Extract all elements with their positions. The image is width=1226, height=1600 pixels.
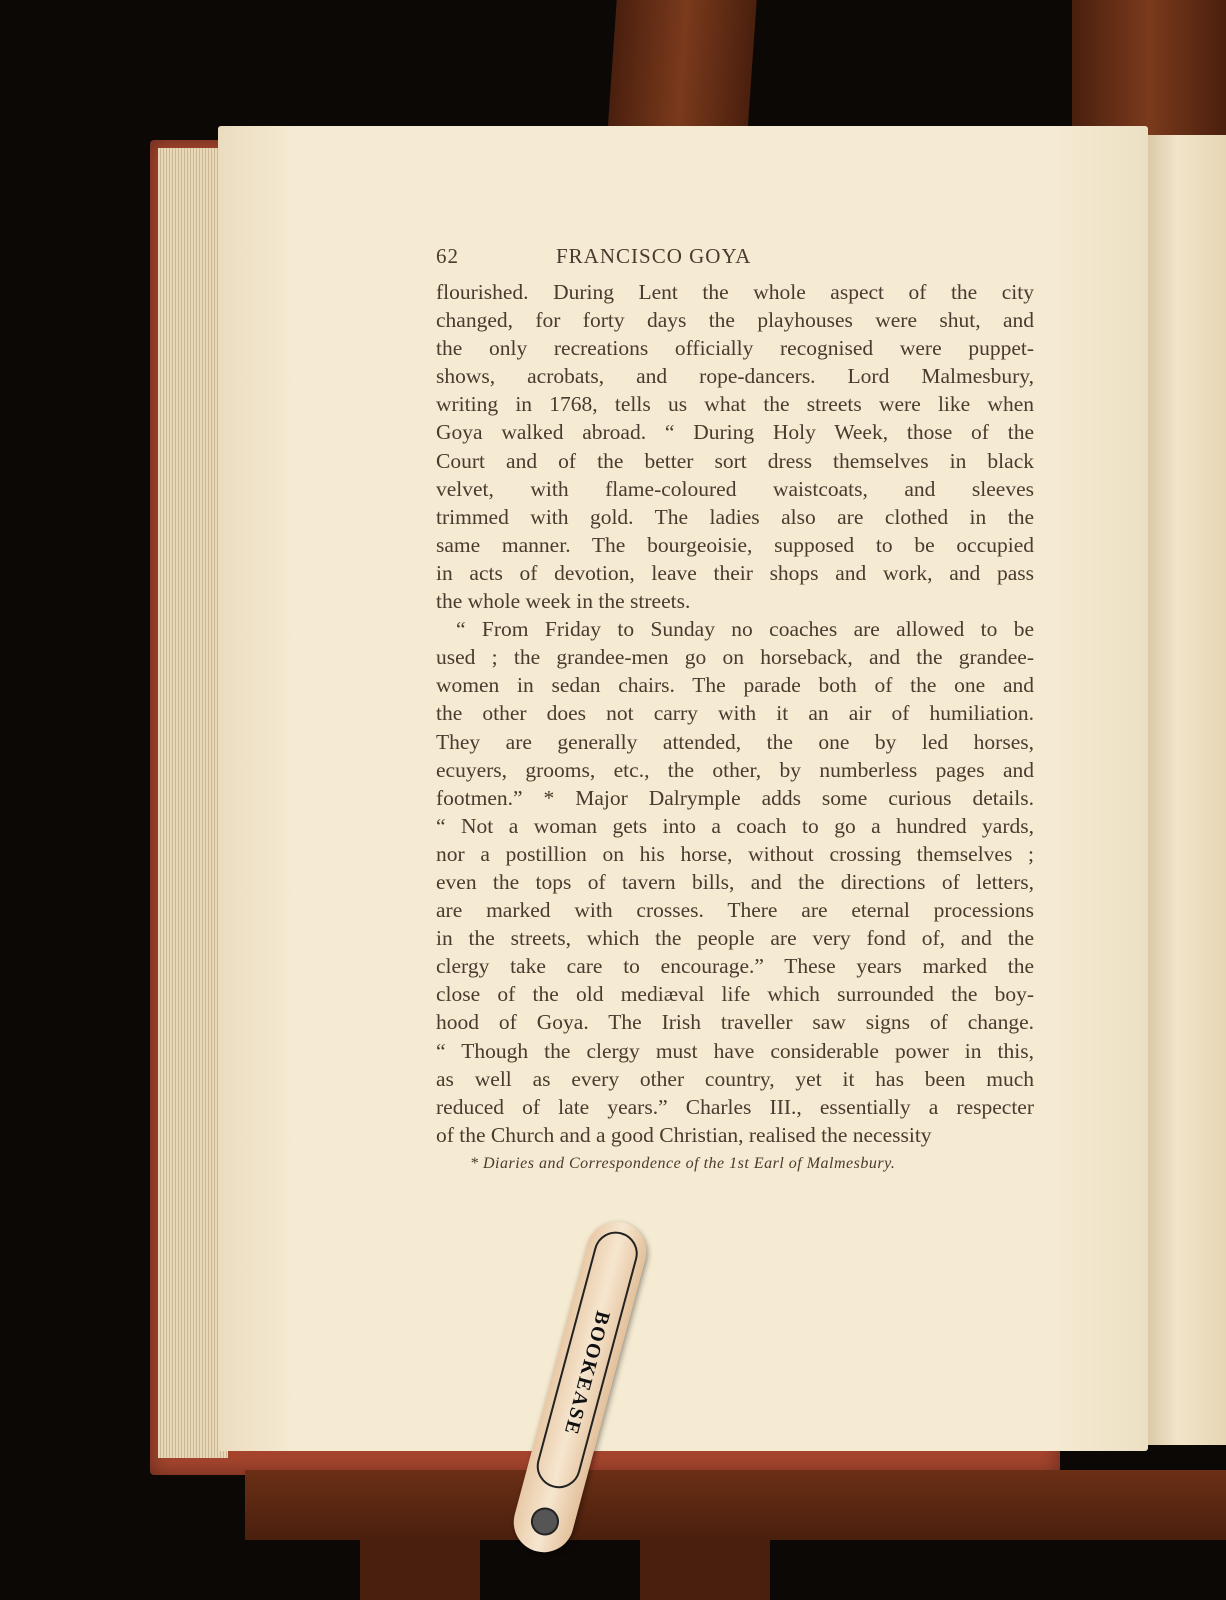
stand-leg: [360, 1540, 480, 1600]
running-header: [436, 244, 1034, 278]
footnote: * Diaries and Correspondence of the 1st Earl of Malmesbury.: [470, 1154, 896, 1172]
bookmark-logo-icon: [528, 1504, 562, 1538]
text-line: Court and of the better sort dress themselves in black: [436, 448, 1034, 473]
text-line: the only recreations officially recognised were puppet-: [436, 336, 1034, 361]
text-line: as well as every other country, yet it has been much: [436, 1066, 1034, 1091]
text-line: flourished. During Lent the whole aspect of the city: [436, 280, 1034, 304]
stand-leg: [640, 1540, 770, 1600]
text-line: in the streets, which the people are very fond of, and the: [436, 926, 1034, 951]
text-line: the whole week in the streets.: [436, 589, 691, 614]
text-line: used ; the grandee-men go on horseback, and the grandee-: [436, 645, 1034, 670]
text-line: nor a postillion on his horse, without crossing themselves ;: [436, 841, 1034, 866]
stand-right-post: [1072, 0, 1226, 140]
text-line: women in sedan chairs. The parade both of the one and: [436, 673, 1034, 698]
text-line: writing in 1768, tells us what the streets were like when: [436, 392, 1034, 417]
text-line: the other does not carry with it an air of humiliation.: [436, 701, 1034, 726]
text-line: of the Church and a good Christian, realised the necessity: [436, 1122, 932, 1147]
text-line: Goya walked abroad. “ During Holy Week, those of the: [436, 420, 1034, 445]
body-text: [436, 278, 1034, 1149]
text-line: “ From Friday to Sunday no coaches are allowed to be: [456, 617, 1034, 642]
text-line: velvet, with flame-coloured waistcoats, and sleeves: [436, 476, 1034, 501]
facing-page: [1145, 135, 1226, 1445]
page-text: [436, 244, 1034, 1173]
text-line: reduced of late years.” Charles III., essentially a respecter: [436, 1094, 1034, 1119]
stand-ledge: [245, 1470, 1226, 1540]
text-line: same manner. The bourgeoisie, supposed to be occupied: [436, 532, 1034, 557]
stand-top-post: [607, 0, 756, 135]
text-line: clergy take care to encourage.” These years marked the: [436, 954, 1034, 979]
page-number: 62: [436, 244, 459, 268]
text-line: are marked with crosses. There are eternal processions: [436, 898, 1034, 923]
text-line: “ Not a woman gets into a coach to go a hundred yards,: [436, 813, 1034, 838]
text-line: trimmed with gold. The ladies also are clothed in the: [436, 504, 1034, 529]
text-line: shows, acrobats, and rope-dancers. Lord Malmesbury,: [436, 364, 1034, 389]
text-line: even the tops of tavern bills, and the directions of letters,: [436, 869, 1034, 894]
running-head: FRANCISCO GOYA: [556, 244, 752, 268]
text-line: in acts of devotion, leave their shops and work, and pass: [436, 560, 1034, 585]
text-line: “ Though the clergy must have considerable power in this,: [436, 1038, 1034, 1063]
text-line: They are generally attended, the one by led horses,: [436, 729, 1034, 754]
text-line: ecuyers, grooms, etc., the other, by numberless pages and: [436, 757, 1034, 782]
text-line: footmen.” * Major Dalrymple adds some curious details.: [436, 785, 1034, 810]
text-line: changed, for forty days the playhouses were shut, and: [436, 308, 1034, 333]
text-line: close of the old mediæval life which surrounded the boy-: [436, 982, 1034, 1007]
bookmark-brand: BOOKEASE: [559, 1308, 614, 1439]
text-line: hood of Goya. The Irish traveller saw signs of change.: [436, 1010, 1034, 1035]
